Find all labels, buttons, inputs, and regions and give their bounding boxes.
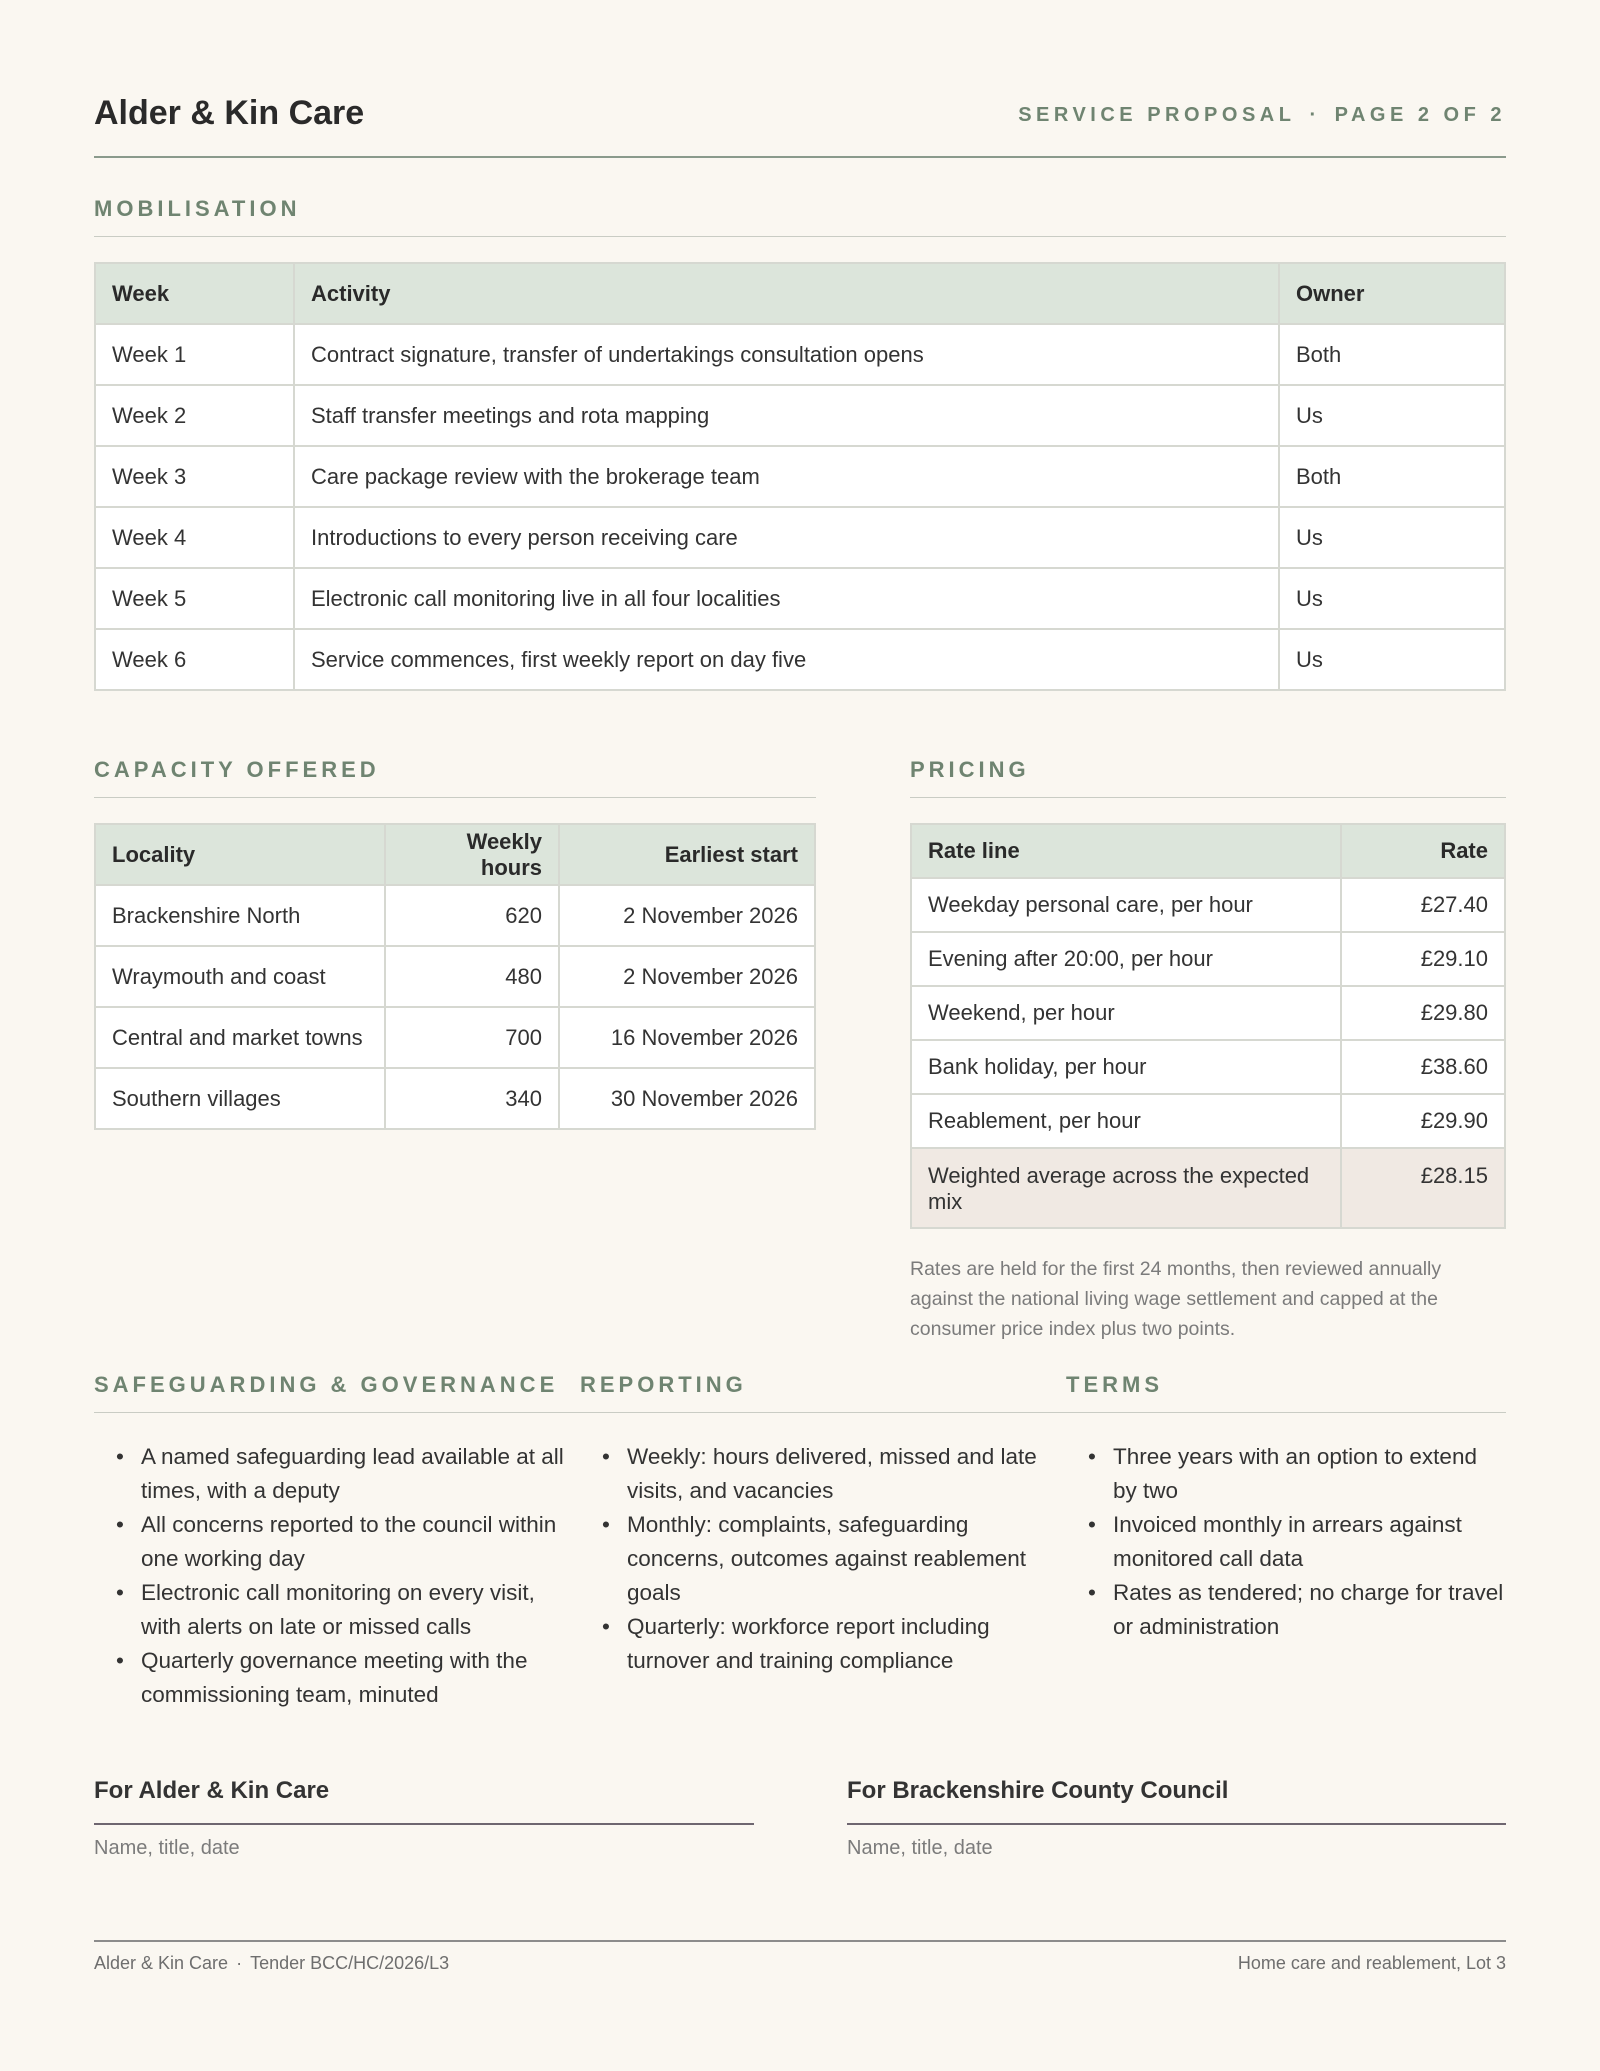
pricing-table [910, 823, 1506, 1229]
pricing-title: PRICING [910, 757, 1506, 798]
brand-name: Alder & Kin Care [94, 94, 365, 132]
list-item: • Quarterly: workforce report including turnover and training compliance [580, 1610, 1050, 1678]
table-row [95, 885, 815, 946]
column-header-activity: Activity [294, 263, 1279, 324]
hours-cell: 340 [385, 1068, 559, 1129]
start-cell: 30 November 2026 [559, 1068, 815, 1129]
footer-tender-ref: Tender BCC/HC/2026/L3 [250, 1953, 450, 1973]
rate-line-cell: Reablement, per hour [911, 1094, 1341, 1148]
start-cell: 2 November 2026 [559, 885, 815, 946]
footer-separator: · [236, 1953, 243, 1973]
hours-cell: 700 [385, 1007, 559, 1068]
table-row [95, 324, 1505, 385]
table-row [95, 946, 815, 1007]
table-row [95, 568, 1505, 629]
activity-cell: Care package review with the brokerage team [294, 446, 1279, 507]
locality-cell: Wraymouth and coast [95, 946, 385, 1007]
pricing-note: Rates are held for the first 24 months, then reviewed annually against the national living wage settlement and capped at the consumer price index plus two points. [910, 1258, 1442, 1340]
table-row [95, 446, 1505, 507]
rate-cell: £29.80 [1341, 986, 1505, 1040]
column-header-locality: Locality [95, 824, 385, 885]
week-cell: Week 5 [95, 568, 294, 629]
rate-line-cell: Bank holiday, per hour [911, 1040, 1341, 1094]
list-item: • All concerns reported to the council within one working day [94, 1508, 564, 1576]
capacity-title: CAPACITY OFFERED [94, 757, 816, 798]
rate-line-cell: Evening after 20:00, per hour [911, 932, 1341, 986]
list-item: • A named safeguarding lead available at all times, with a deputy [94, 1440, 564, 1508]
start-cell: 16 November 2026 [559, 1007, 815, 1068]
column-header-rate: Rate [1341, 824, 1505, 878]
terms-title: TERMS [1066, 1372, 1163, 1397]
week-cell: Week 2 [95, 385, 294, 446]
bottom-sections-rule [94, 1372, 1506, 1413]
column-header-owner: Owner [1279, 263, 1505, 324]
signature-line-council[interactable] [847, 1823, 1506, 1825]
safeguarding-list [94, 1440, 564, 1712]
safeguarding-title: SAFEGUARDING & GOVERNANCE [94, 1372, 559, 1397]
header-separator: · [1309, 104, 1321, 126]
column-header-week: Week [95, 263, 294, 324]
table-row [95, 1007, 815, 1068]
table-row [911, 932, 1505, 986]
locality-cell: Southern villages [95, 1068, 385, 1129]
week-cell: Week 6 [95, 629, 294, 690]
signature-label-provider: For Alder & Kin Care [94, 1777, 330, 1804]
page-indicator: PAGE 2 OF 2 [1334, 104, 1506, 126]
list-item: • Invoiced monthly in arrears against monitored call data [1066, 1508, 1506, 1576]
table-row [911, 878, 1505, 932]
column-header-rate-line: Rate line [911, 824, 1341, 878]
doc-type: SERVICE PROPOSAL [1018, 104, 1296, 126]
list-item: • Weekly: hours delivered, missed and late visits, and vacancies [580, 1440, 1050, 1508]
list-item: • Quarterly governance meeting with the commissioning team, minuted [94, 1644, 564, 1712]
rate-cell: £27.40 [1341, 878, 1505, 932]
signature-hint-council: Name, title, date [847, 1837, 993, 1859]
mobilisation-table [94, 262, 1506, 691]
rate-cell: £29.10 [1341, 932, 1505, 986]
page-header [94, 92, 1506, 158]
week-cell: Week 4 [95, 507, 294, 568]
week-cell: Week 1 [95, 324, 294, 385]
footer-company: Alder & Kin Care [94, 1953, 229, 1973]
table-row [95, 1068, 815, 1129]
week-cell: Week 3 [95, 446, 294, 507]
list-item: • Monthly: complaints, safeguarding concerns, outcomes against reablement goals [580, 1508, 1050, 1610]
owner-cell: Us [1279, 568, 1505, 629]
weighted-average-row [911, 1148, 1505, 1228]
rate-cell: £28.15 [1341, 1148, 1505, 1228]
activity-cell: Introductions to every person receiving care [294, 507, 1279, 568]
table-row [95, 385, 1505, 446]
table-header-row [911, 824, 1505, 878]
hours-cell: 480 [385, 946, 559, 1007]
column-header-weekly-hours: Weekly hours [385, 824, 559, 885]
table-row [95, 629, 1505, 690]
list-item: • Electronic call monitoring on every visit, with alerts on late or missed calls [94, 1576, 564, 1644]
capacity-table [94, 823, 816, 1130]
activity-cell: Staff transfer meetings and rota mapping [294, 385, 1279, 446]
owner-cell: Us [1279, 385, 1505, 446]
owner-cell: Us [1279, 629, 1505, 690]
list-item: • Three years with an option to extend by two [1066, 1440, 1506, 1508]
hours-cell: 620 [385, 885, 559, 946]
mobilisation-title: MOBILISATION [94, 196, 1506, 237]
reporting-title: REPORTING [580, 1372, 747, 1397]
table-header-row [95, 824, 815, 885]
rate-cell: £29.90 [1341, 1094, 1505, 1148]
signature-line-provider[interactable] [94, 1823, 754, 1825]
owner-cell: Both [1279, 324, 1505, 385]
reporting-list [580, 1440, 1050, 1678]
table-row [911, 1040, 1505, 1094]
rate-cell: £38.60 [1341, 1040, 1505, 1094]
activity-cell: Service commences, first weekly report on day five [294, 629, 1279, 690]
column-header-earliest-start: Earliest start [559, 824, 815, 885]
table-row [911, 1094, 1505, 1148]
owner-cell: Both [1279, 446, 1505, 507]
owner-cell: Us [1279, 507, 1505, 568]
rate-line-cell: Weekday personal care, per hour [911, 878, 1341, 932]
start-cell: 2 November 2026 [559, 946, 815, 1007]
activity-cell: Electronic call monitoring live in all four localities [294, 568, 1279, 629]
table-row [911, 986, 1505, 1040]
rate-line-cell: Weighted average across the expected mix [911, 1148, 1341, 1228]
footer-rule [94, 1940, 1506, 1942]
signature-label-council: For Brackenshire County Council [847, 1777, 1229, 1804]
rate-line-cell: Weekend, per hour [911, 986, 1341, 1040]
footer-lot: Home care and reablement, Lot 3 [1237, 1953, 1506, 1973]
header-meta [1018, 104, 1506, 127]
list-item: • Rates as tendered; no charge for travel or administration [1066, 1576, 1506, 1644]
table-header-row [95, 263, 1505, 324]
table-row [95, 507, 1505, 568]
footer-left [94, 1953, 449, 1974]
locality-cell: Central and market towns [95, 1007, 385, 1068]
activity-cell: Contract signature, transfer of undertakings consultation opens [294, 324, 1279, 385]
signature-hint-provider: Name, title, date [94, 1837, 240, 1859]
terms-list [1066, 1440, 1506, 1644]
locality-cell: Brackenshire North [95, 885, 385, 946]
